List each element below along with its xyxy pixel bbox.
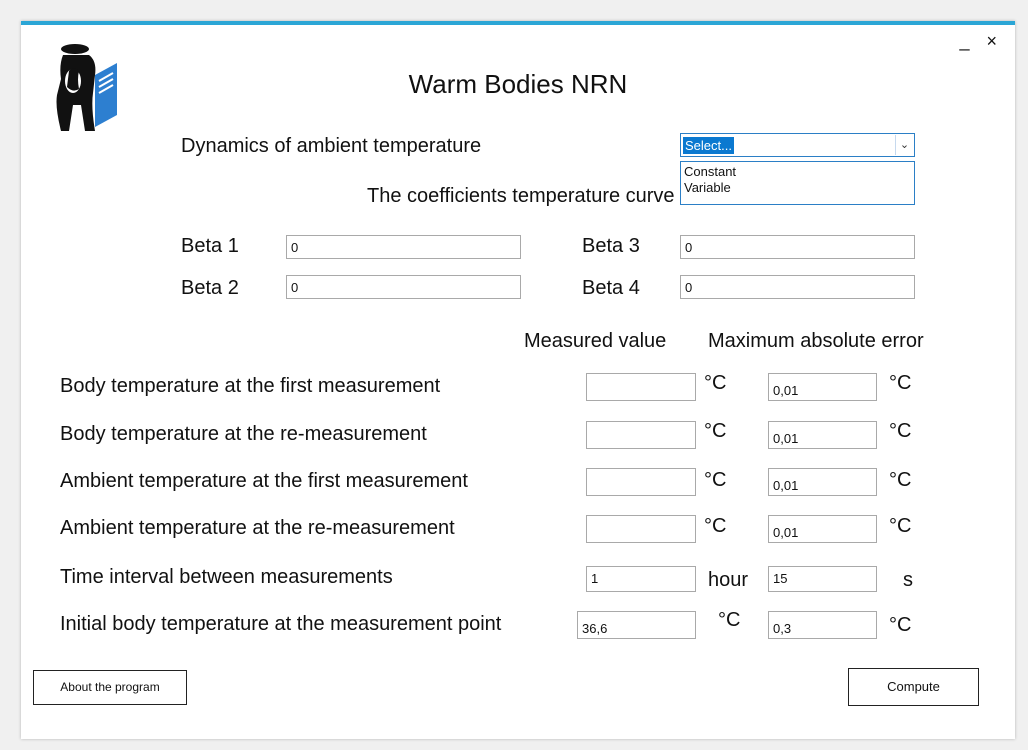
ambient-first-unit: °C bbox=[704, 469, 727, 491]
row-label-ambient-first: Ambient temperature at the first measurement bbox=[60, 470, 468, 492]
body-re-unit: °C bbox=[704, 420, 727, 442]
initial-body-error-unit: °C bbox=[889, 614, 912, 636]
ambient-first-value-input[interactable] bbox=[586, 468, 696, 496]
dynamics-label: Dynamics of ambient temperature bbox=[181, 135, 482, 157]
ambient-first-error-unit: °C bbox=[889, 469, 912, 491]
row-label-time-interval: Time interval between measurements bbox=[60, 566, 393, 588]
body-first-value-input[interactable] bbox=[586, 373, 696, 401]
beta4-label: Beta 4 bbox=[582, 277, 640, 299]
beta3-input[interactable]: 0 bbox=[680, 235, 915, 259]
app-window bbox=[21, 21, 1015, 739]
ambient-first-error-input[interactable]: 0,01 bbox=[768, 468, 877, 496]
beta4-input[interactable]: 0 bbox=[680, 275, 915, 299]
compute-button[interactable]: Compute bbox=[848, 668, 979, 706]
initial-body-error-input[interactable]: 0,3 bbox=[768, 611, 877, 639]
about-program-button[interactable]: About the program bbox=[33, 670, 187, 705]
time-interval-error-unit: s bbox=[903, 569, 913, 591]
ambient-re-error-unit: °C bbox=[889, 515, 912, 537]
measured-value-header: Measured value bbox=[524, 330, 667, 352]
row-label-body-first: Body temperature at the first measurement bbox=[60, 375, 441, 397]
max-error-header: Maximum absolute error bbox=[708, 330, 924, 352]
chevron-down-icon[interactable]: ⌄ bbox=[895, 135, 913, 155]
ambient-re-unit: °C bbox=[704, 515, 727, 537]
window-controls bbox=[947, 31, 997, 52]
beta3-label: Beta 3 bbox=[582, 235, 640, 257]
beta2-input[interactable]: 0 bbox=[286, 275, 521, 299]
dynamics-options-list bbox=[680, 161, 915, 205]
dynamics-select[interactable] bbox=[680, 133, 915, 157]
row-label-body-re: Body temperature at the re-measurement bbox=[60, 423, 427, 445]
beta1-label: Beta 1 bbox=[181, 235, 239, 257]
initial-body-unit: °C bbox=[718, 609, 741, 631]
body-re-value-input[interactable] bbox=[586, 421, 696, 449]
app-title: Warm Bodies NRN bbox=[408, 69, 628, 99]
time-interval-value-input[interactable]: 1 bbox=[586, 566, 696, 592]
ambient-re-error-input[interactable]: 0,01 bbox=[768, 515, 877, 543]
minimize-button[interactable]: _ bbox=[959, 31, 970, 51]
option-variable[interactable]: Variable bbox=[684, 180, 731, 195]
time-interval-unit: hour bbox=[708, 569, 749, 591]
body-first-unit: °C bbox=[704, 372, 727, 394]
ambient-re-value-input[interactable] bbox=[586, 515, 696, 543]
initial-body-value-input[interactable]: 36,6 bbox=[577, 611, 696, 639]
row-label-ambient-re: Ambient temperature at the re-measurement bbox=[60, 517, 455, 539]
body-first-error-input[interactable]: 0,01 bbox=[768, 373, 877, 401]
beta2-label: Beta 2 bbox=[181, 277, 239, 299]
option-constant[interactable]: Constant bbox=[684, 164, 737, 179]
time-interval-error-input[interactable]: 15 bbox=[768, 566, 877, 592]
body-first-error-unit: °C bbox=[889, 372, 912, 394]
close-button[interactable]: × bbox=[986, 31, 997, 51]
dynamics-selected-value: Select... bbox=[685, 138, 732, 153]
body-re-error-unit: °C bbox=[889, 420, 912, 442]
body-re-error-input[interactable]: 0,01 bbox=[768, 421, 877, 449]
coefficients-heading: The coefficients temperature curve bbox=[367, 185, 675, 207]
beta1-input[interactable]: 0 bbox=[286, 235, 521, 259]
row-label-initial-body: Initial body temperature at the measurement point bbox=[60, 613, 502, 635]
